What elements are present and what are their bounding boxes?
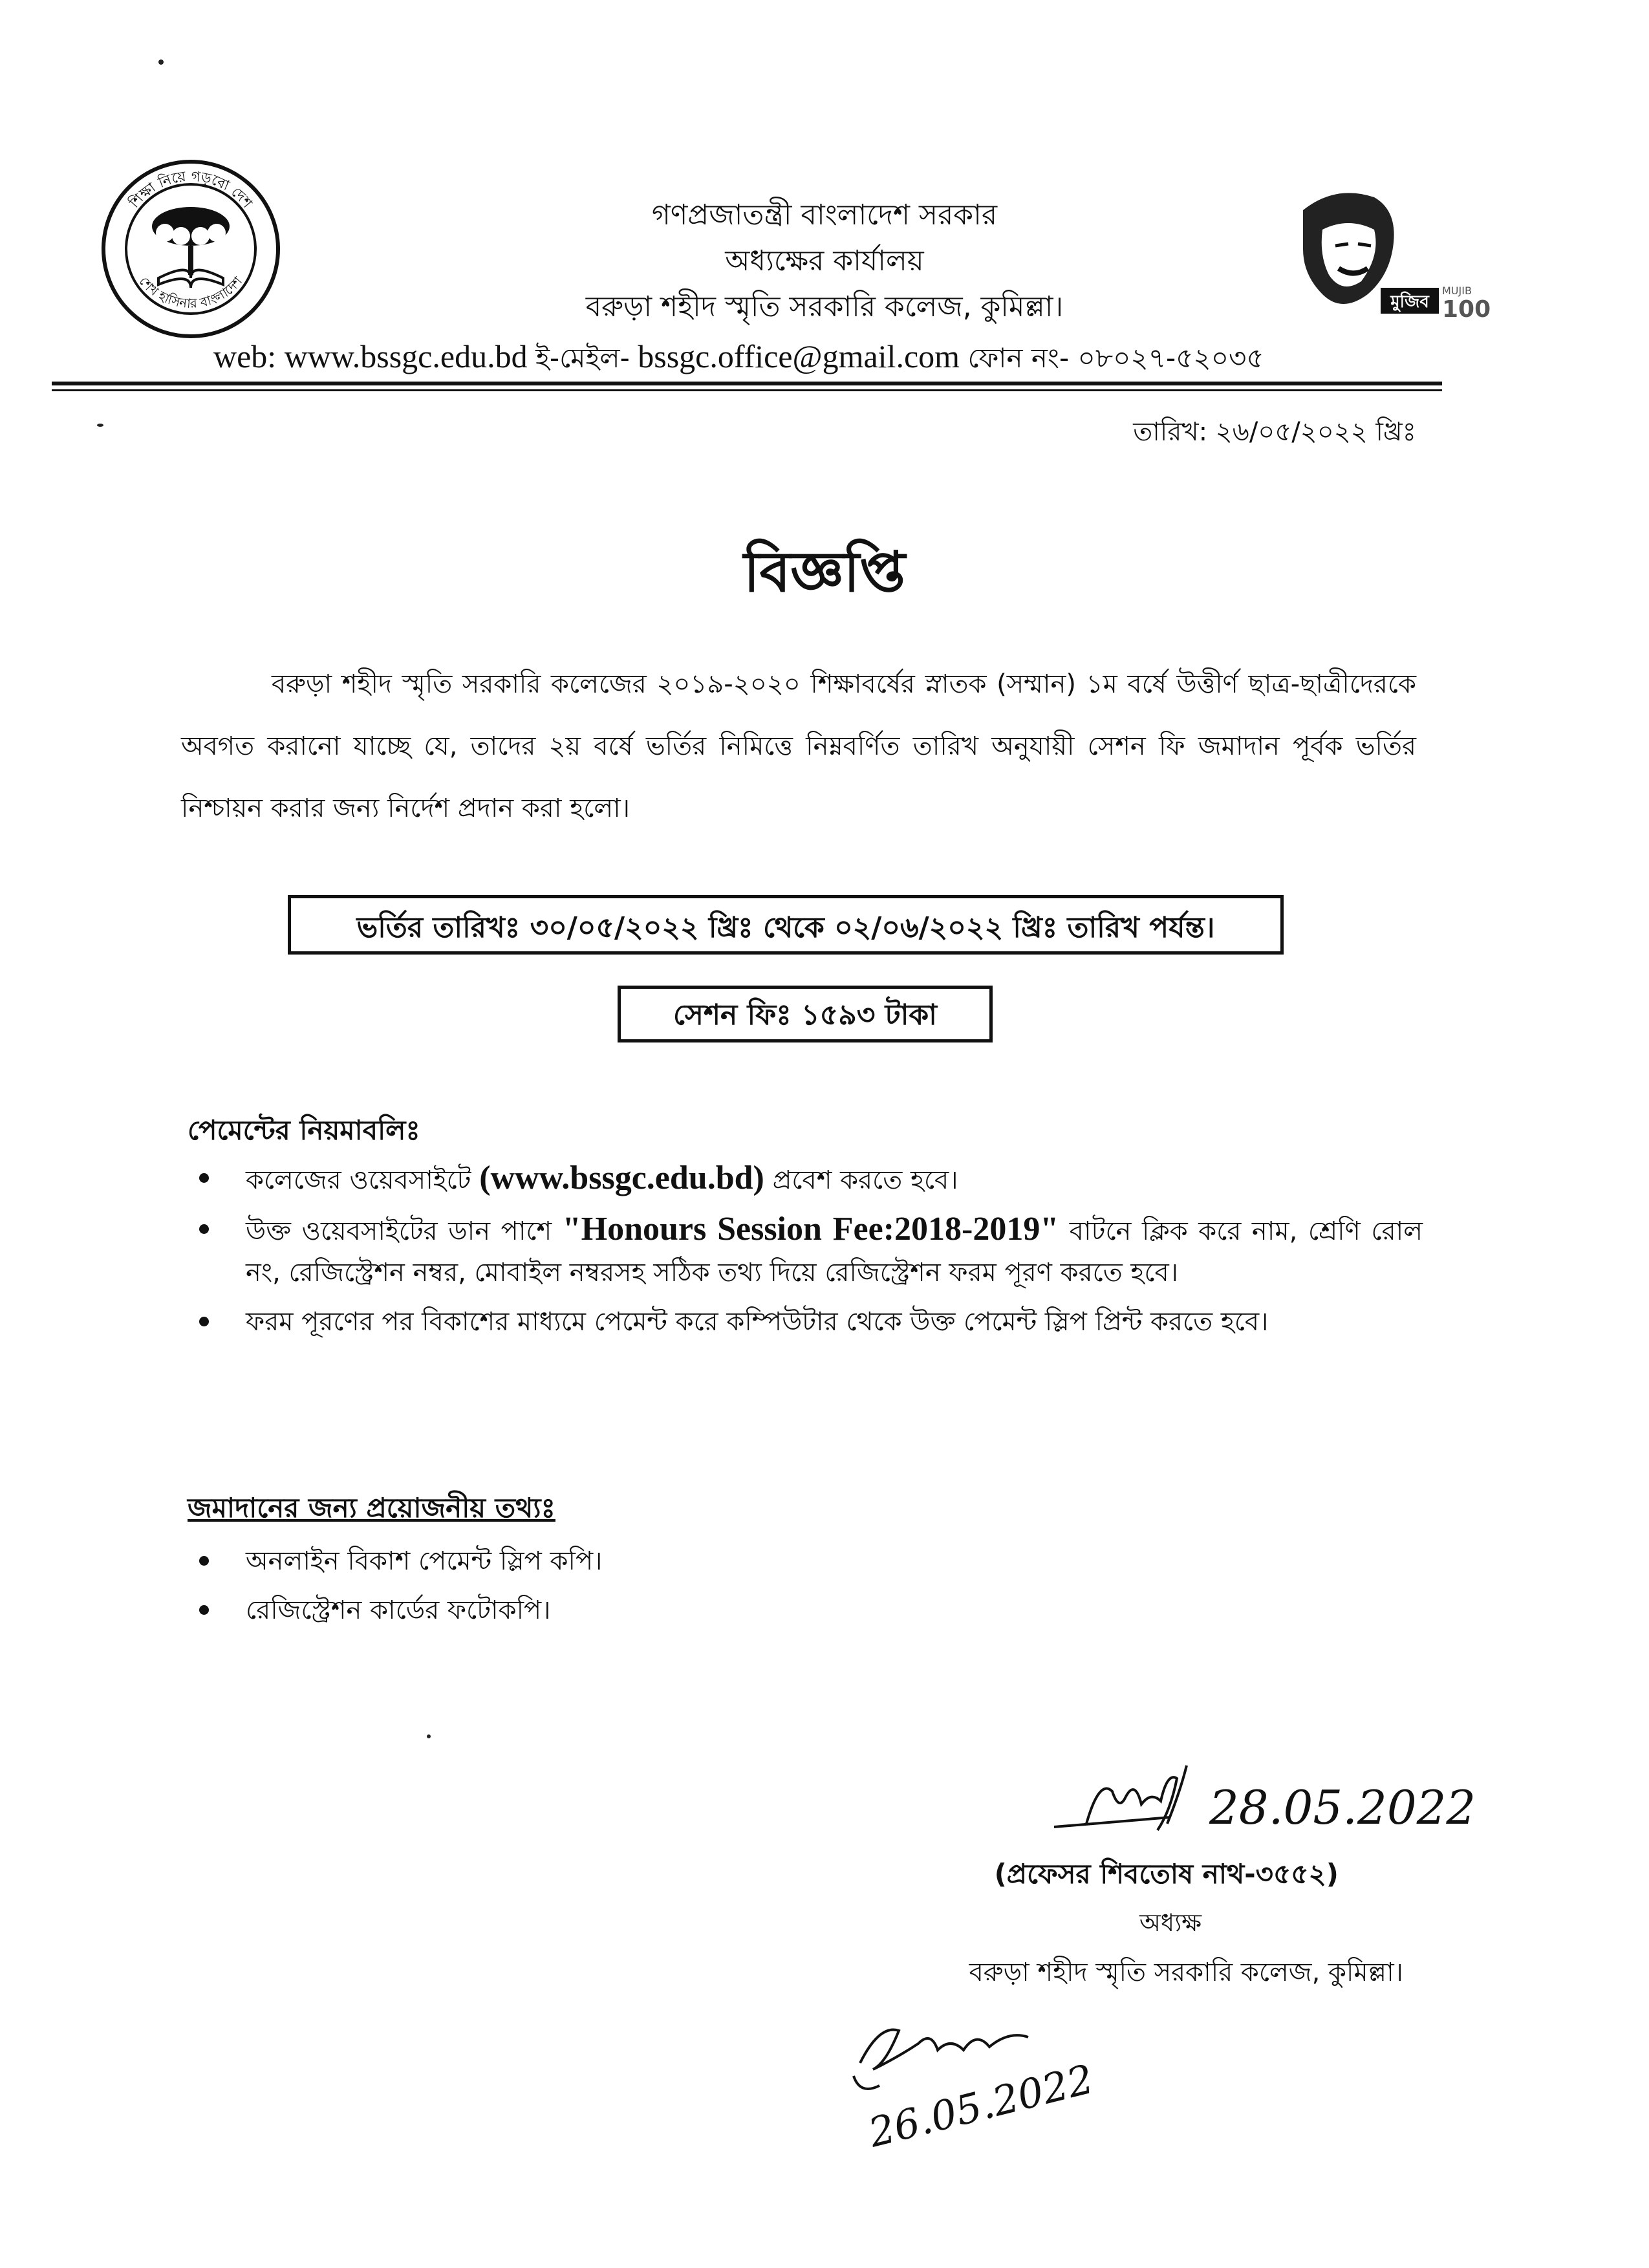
list-item (246, 1209, 1423, 1293)
mujib-badge-num: 100 (1442, 296, 1491, 323)
contact-email-label: ই-মেইল- (535, 342, 630, 374)
signer-designation: অধ্যক্ষ (1139, 1908, 1202, 1937)
mujib-badge-text: মুজিব (1390, 292, 1429, 312)
bullet-icon (199, 1317, 209, 1326)
principal-signature (1048, 1753, 1513, 1850)
list-item (246, 1590, 1423, 1631)
bullet-icon (199, 1173, 209, 1183)
required-docs-heading: জমাদানের জন্য প্রয়োজনীয় তথ্যঃ (188, 1492, 555, 1524)
header-rule-thick (52, 382, 1442, 385)
rule2-post: বাটনে ক্লিক করে নাম, শ্রেণি রোল নং, রেজিস্ট্রেশন নম্বর, মোবাইল নম্বরসহ সঠিক তথ্য দিয়ে রেজিস্ট্রেশন ফরম পূরণ করতে হবে। (246, 1216, 1423, 1288)
rule1-post: প্রবেশ করতে হবে। (772, 1165, 958, 1195)
rule3-text: ফরম পূরণের পর বিকাশের মাধ্যমে পেমেন্ট করে কম্পিউটার থেকে উক্ত পেমেন্ট স্লিপ প্রিন্ট করতে হবে। (246, 1307, 1269, 1337)
college-website-text: (www.bssgc.edu.bd) (479, 1160, 764, 1196)
contact-line (213, 336, 1264, 378)
payment-rules-list (246, 1158, 1423, 1350)
bullet-icon (199, 1224, 209, 1234)
second-signature (841, 1985, 1203, 2160)
payment-rules-heading: পেমেন্টের নিয়মাবলিঃ (188, 1114, 420, 1146)
signature-date-1: 28.05.2022 (1209, 1780, 1476, 1835)
list-item (246, 1158, 1423, 1201)
list-item (246, 1540, 1423, 1582)
signer-college: বরুড়া শহীদ স্মৃতি সরকারি কলেজ, কুমিল্লা। (969, 1958, 1403, 1987)
bullet-icon (199, 1605, 209, 1615)
college-name: বরুড়া শহীদ স্মৃতি সরকারি কলেজ, কুমিল্লা। (585, 290, 1064, 323)
signer-name: (প্রফেসর শিবতোষ নাথ-৩৫৫২) (994, 1858, 1339, 1890)
session-fee-box: সেশন ফিঃ ১৫৯৩ টাকা (618, 986, 993, 1042)
notice-title: বিজ্ঞপ্তি (743, 540, 906, 605)
contact-phone: ফোন নং- ০৮০২৭-৫২০৩৫ (967, 342, 1264, 374)
mujib-100-logo (1284, 184, 1497, 327)
doc-item-2: রেজিস্ট্রেশন কার্ডের ফটোকপি। (246, 1595, 551, 1625)
office-name: অধ্যক্ষের কার্যালয় (725, 244, 924, 277)
seal-motto-top: শিক্ষা নিয়ে গড়বো দেশ (126, 168, 255, 211)
notice-body: বরুড়া শহীদ স্মৃতি সরকারি কলেজের ২০১৯-২০২০ শিক্ষাবর্ষের স্নাতক (সম্মান) ১ম বর্ষে উত্তীর্ণ ছাত্র-ছাত্রীদেরকে অবগত করানো যাচ্ছে যে, তাদের ২য় বর্ষে ভর্তির নিমিত্তে নিম্নবর্ণিত তারিখ অনুযায়ী সেশন ফি জমাদান পূর্বক ভর্তির নিশ্চায়ন করার জন্য নির্দেশ প্রদান করা হলো। (181, 669, 1416, 823)
govt-name: গণপ্রজাতন্ত্রী বাংলাদেশ সরকার (651, 199, 998, 232)
scan-speck (427, 1734, 431, 1738)
contact-email: bssgc.office@gmail.com (638, 338, 960, 374)
rule2-pre: উক্ত ওয়েবসাইটের ডান পাশে (246, 1216, 552, 1246)
admission-date-box: ভর্তির তারিখঃ ৩০/০৫/২০২২ খ্রিঃ থেকে ০২/০৬/২০২২ খ্রিঃ তারিখ পর্যন্ত। (288, 895, 1284, 955)
session-fee-button-name: "Honours Session Fee:2018-2019" (562, 1211, 1059, 1247)
notice-date: তারিখ: ২৬/০৫/২০২২ খ্রিঃ (1133, 417, 1416, 447)
mujib-badge-en: MUJIB (1442, 285, 1472, 297)
seal-motto-bottom: শেখ হাসিনার বাংলাদেশ (136, 273, 246, 312)
scan-speck (158, 59, 164, 65)
bullet-icon (199, 1556, 209, 1566)
header-rule-thin (52, 389, 1442, 391)
scan-speck (97, 424, 103, 427)
signature-date-2: 26.05.2022 (863, 2055, 1099, 2157)
contact-web: web: www.bssgc.edu.bd (213, 338, 528, 374)
required-docs-list (246, 1540, 1423, 1639)
doc-item-1: অনলাইন বিকাশ পেমেন্ট স্লিপ কপি। (246, 1546, 603, 1576)
list-item (246, 1301, 1423, 1343)
rule1-pre: কলেজের ওয়েবসাইটে (246, 1165, 471, 1195)
